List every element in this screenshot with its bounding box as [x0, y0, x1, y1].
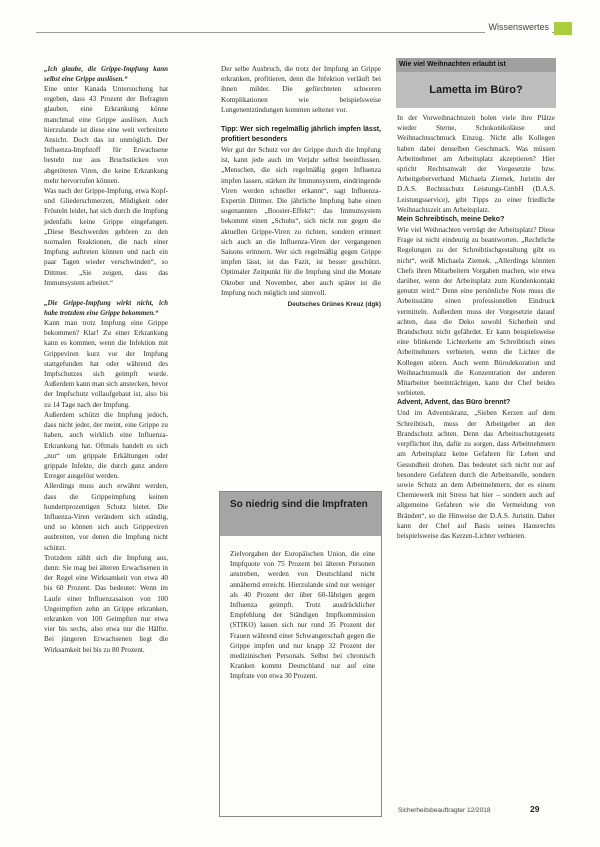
paragraph: Eine unter Kanada Untersuchung hat ergeben, dass 43 Prozent der Befragten glauben, eine Erkrankung könne manchmal eine Grippe auslösen. Auch hierzulande ist diese eine weit verbreitete Ansicht. Doch das ist unmöglich. Der Influenza-Impfstoff für Erwachsene besteht nur aus Bruchstücken von abgetöteten Viren, die keine Erkrankung mehr hervorrufen können. — [44, 85, 168, 185]
paragraph: Allerdings muss auch erwähnt werden, dass die Grippeimpfung keinen hundertprozentigen Schutz bietet. Die Influenza-Viren verändern sich ständig, und so können sich auch Grippeviren ausbreiten, vor denen die Impfung nicht schützt. — [44, 482, 168, 552]
info-box-title: So niedrig sind die Impfraten — [230, 499, 368, 510]
subheading: Advent, Advent, das Büro brennt? — [397, 399, 511, 407]
paragraph: Der selbe Ausbruch, die trotz der Impfung an Grippe erkranken, profitieren, denn die Infektion verläuft bei ihnen milder. Die gefürchteten schweren Komplikationen wie beispielsweise Lungenentzündungen kommen seltener vor. — [221, 65, 381, 114]
subheading: Mein Schreibtisch, meine Deko? — [397, 216, 505, 224]
paragraph: Wie viel Weihnachten verträgt der Arbeitsplatz? Diese Frage ist nicht eindeutig zu beantworten. „Rechtliche Regelungen zu der Schreibtischgestaltung gibt es nicht“, weiß Michaela Ziemek. „Allerdings könnten Chefs ihren Mitarbeitern Vorgaben machen, wie etwa darüber, wenn der Arbeitsplatz zum Kundenkontakt genutzt wird.“ Denn eine persönliche Note muss die Arbeitsstätte einen professionellen Eindruck vermitteln. Außerdem muss der Vorgesetzte darauf achten, dass die Deko sowohl Sicherheit und Brandschutz nicht gefährdet. Er kann beispielsweise eine blinkende Lichterkette am Schreibtisch eines Arbeitnehmers verbieten, wenn die Lichter die Kollegen stören. Auch wenn Bürodekoration und Weihnachtsmusik die Konzentration der anderen Mitarbeiter beeinträchtigen, kann der Chef beides verbieten. — [397, 226, 555, 398]
author-credit: Deutsches Grünes Kreuz (dgk) — [287, 301, 381, 309]
column-1 — [44, 64, 168, 655]
paragraph: Was nach der Grippe-Impfung, etwa Kopf- und Gliederschmerzen, Müdigkeit oder Frösteln leidet, hat sich durch die Impfung jedenfalls keine Grippe eingefangen. „Diese Beschwerden gehören zu den normalen Reaktionen, die nach einer Impfung auftreten können und nach ein paar Tagen wieder verschwinden“, so Dittmer. „Sie zeigen, dass das Immunsystem arbeitet.“ — [44, 187, 168, 287]
info-box — [219, 491, 382, 817]
paragraph: Trotzdem zählt sich die Impfung aus, denn: Sie mag bei älteren Erwachsenen in der Regel eine Wirksamkeit von etwa 40 bis 60 Prozent. Das bedeutet: Wenn im Laufe einer Influenzasaison von 100 Ungeimpften zehn an Grippe erkranken, erkranken von 100 Geimpften nur etwa vier bis sechs, also etwa nur die Hälfte. Bei jüngeren Erwachsenen liegt die Wirksamkeit bei bis zu 80 Prozent. — [44, 553, 168, 654]
article-title: Lametta im Büro? — [396, 72, 556, 108]
footer-magazine: Sicherheitsbeauftragter 12/2018 — [398, 806, 528, 816]
myth-quote-2: „Die Grippe-Impfung wirkt nicht, ich habe trotzdem eine Grippe bekommen.“ — [44, 299, 168, 318]
column-2 — [221, 64, 381, 310]
section-accent-block — [554, 22, 572, 35]
section-label: Wissenswertes — [485, 20, 552, 34]
article-kicker: Wie viel Weihnachten erlaubt ist — [396, 58, 556, 72]
paragraph: Kann man trotz Impfung eine Grippe bekommen? Klar! Zu einer Erkrankung kann es kommen, wenn die Infektion mit Grippeviren kurz vor der Impfung stattgefunden hat oder während des Impfschutzes sich geimpft wurde. Außerdem kann man sich anstecken, bevor der Impfschutz vollaufgebaut ist, also bis zu 14 Tage nach der Impfung. — [44, 319, 168, 409]
column-3 — [397, 113, 555, 541]
article-header-box — [396, 58, 556, 108]
info-box-text: Zielvorgaben der Europäischen Union, die eine Impfquote von 75 Prozent bei älteren Personen anstreben, werden von Deutschland nicht annähernd erreicht. Hierzulande sind nur weniger als 40 Prozent der über 60-Jährigen gegen Influenza geimpft. Trotz ausdrücklicher Empfehlung der Ständigen Impfkommission (STIKO) lassen sich nur rund 35 Prozent der Frauen während einer Schwangerschaft gegen die Grippe impfen und nur knapp 32 Prozent der medizinischen Personals. Selbst bei chronisch Kranken kommt Deutschland nur auf eine Impfrate von etwa 30 Prozent. — [230, 550, 375, 681]
myth-quote-1: „Ich glaube, die Grippe-Impfung kann selbst eine Grippe auslösen.“ — [44, 65, 168, 83]
paragraph: Und im Adventskranz, „Sieben Kerzen auf dem Schreibtisch, muss der Arbeitgeber an den Brandschutz achten. Denn das Arbeitsschutzgesetz verpflichtet ihn, dafür zu sorgen, dass Arbeitnehmern am Arbeitsplatz keine Gefahren für Leben und Gesundheit drohen. Das bedeutet sich nicht nur auf besondere Gefahren durch die Arbeitsstelle, sondern sowie Schutz an dem Arbeitnehmern, der es einem Chemiewerk mit Stress hat hier – sondern auch auf allgemeine Gefahren wie die Vermeidung von Bränden“, so die Hinweise der D.A.S. Juristin. Daher kann der Chef auf Basis seines Hausrechts beispielsweise das Kerzen-Lichter verbieten. — [397, 409, 555, 540]
paragraph: Wer gut der Schutz vor der Grippe durch die Impfung ist, kann jede auch im Vorjahr selbst beeinflussen. „Menschen, die sich regelmäßig gegen Influenza impfen lassen, stärken ihr Immunsystem, eindringende Viren werden schneller erkannt“, sagt Influenza-Expertin Dittmer. Die jährliche Impfung habe einen sogenannten „Booster-Effekt“: das Immunsystem bekommt einen „Schubs“, sich nicht nur gegen die aktuellen Grippe-Viren zu richten, sondern erinnert sich auch an die Influenza-Viren der vergangenen Saisons erinnern. Wer sich regelmäßig gegen Grippe impfen lässt, ist das Fazit, ist besser geschützt. Optimaler Zeitpunkt für die Impfung sind die Monate Oktober und November, aber auch später ist die Impfung noch möglich und sinnvoll. — [221, 146, 381, 297]
page-number: 29 — [530, 804, 540, 814]
paragraph: In der Vorweihnachtszeit holen viele ihre Plätze wieder Sterne, Schokonikoläuse und Weihnachtsschmuck Einzug. Nicht alle Kollegen haben dabei denselben Geschmack. Was müssen Arbeitnehmer am Arbeitsplatz akzeptieren? Hier spricht Rechtsanwalt der Vorgesetzte bzw. Arbeitgeberverband Michaela Ziemek, Juristin der D.A.S. Rechtsschutz Leistungs-GmbH (D.A.S. Leistungsservice), gibt Tipps zu einer friedliche Weihnachtszeit am Arbeitsplatz. — [397, 114, 555, 214]
subheading: Tipp: Wer sich regelmäßig jährlich impfen lässt, profitiert besonders — [221, 126, 381, 144]
paragraph: Außerdem schützt die Impfung jedoch, dass nicht jeder, der meint, eine Grippe zu haben, auch wirklich eine Influenza-Erkrankung hat. Oftmals handelt es sich „nur“ um grippale Erkältungen oder grippale Infekte, die durch ganz andere Erreger ausgelöst werden. — [44, 410, 168, 481]
